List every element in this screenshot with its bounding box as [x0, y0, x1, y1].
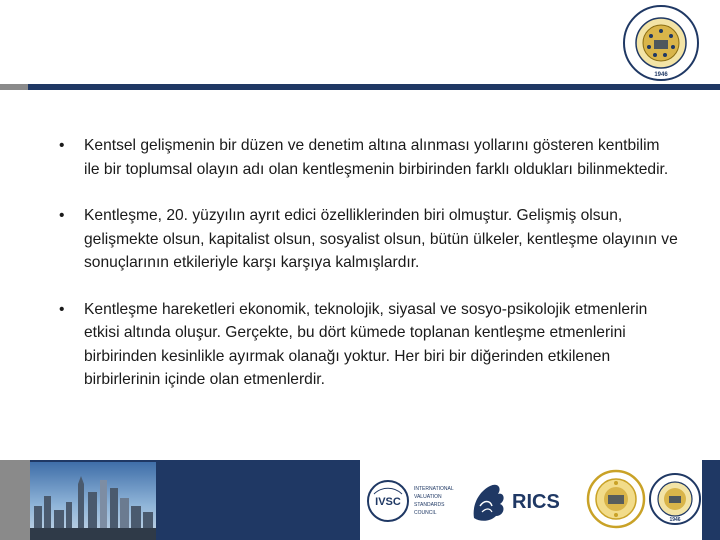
- bottom-footer-gray-segment: [0, 460, 30, 540]
- rics-logo: [468, 476, 578, 524]
- top-divider-gray-segment: [0, 84, 28, 90]
- ivsc-logo: [366, 474, 472, 528]
- city-skyline-image: [30, 462, 156, 540]
- bullet-marker: •: [59, 207, 65, 224]
- bullet-text: Kentleşme hareketleri ekonomik, teknolojik, siyasal ve sosyo-psikolojik etmenlerin etkisi altında oluşur. Gerçekte, bu dört kümede toplanan kentleşme etmenlerini birbirinden kesinlikle ayırmak olanağı yoktur. Her biri bir diğerinden etkilenen birbirlerinin içinde olan etmenlerdir.: [84, 300, 648, 388]
- bullet-item: [58, 298, 678, 392]
- ankara-university-seal-logo: [621, 4, 701, 82]
- bullet-item: [58, 204, 678, 275]
- svg-text:STANDARDS: STANDARDS: [414, 502, 445, 508]
- bullet-text: Kentleşme, 20. yüzyılın ayrıt edici özelliklerinden biri olmuştur. Gelişmiş olsun, gelişmekte olsun, kapitalist olsun, sosyalist olsun, bütün ülkeler, kentleşme olayının ve sonuçlarının etkileriyle karşı karşıya kalmışlardır.: [84, 207, 678, 271]
- bullet-marker: •: [59, 137, 65, 154]
- svg-text:COUNCIL: COUNCIL: [414, 510, 437, 516]
- svg-text:1946: 1946: [669, 517, 681, 523]
- svg-text:INTERNATIONAL: INTERNATIONAL: [414, 486, 454, 492]
- gold-emblem-logo: [586, 466, 646, 532]
- top-divider-bar: [0, 84, 720, 90]
- svg-text:1946: 1946: [654, 72, 668, 78]
- svg-text:RICS: RICS: [512, 491, 560, 513]
- bullet-text: Kentsel gelişmenin bir düzen ve denetim altına alınması yollarını gösteren kentbilim ile bir toplumsal olayın adı olan kentleşmenin birbirinden farklı oldukları bilinmektedir.: [84, 137, 669, 178]
- bullet-item: [58, 134, 678, 181]
- svg-text:VALUATION: VALUATION: [414, 494, 442, 500]
- bullet-list: [58, 134, 678, 415]
- partner-logos-panel: [360, 460, 702, 540]
- bullet-marker: •: [59, 300, 65, 318]
- ankara-university-seal-small-logo: [648, 466, 702, 532]
- svg-text:IVSC: IVSC: [375, 496, 401, 508]
